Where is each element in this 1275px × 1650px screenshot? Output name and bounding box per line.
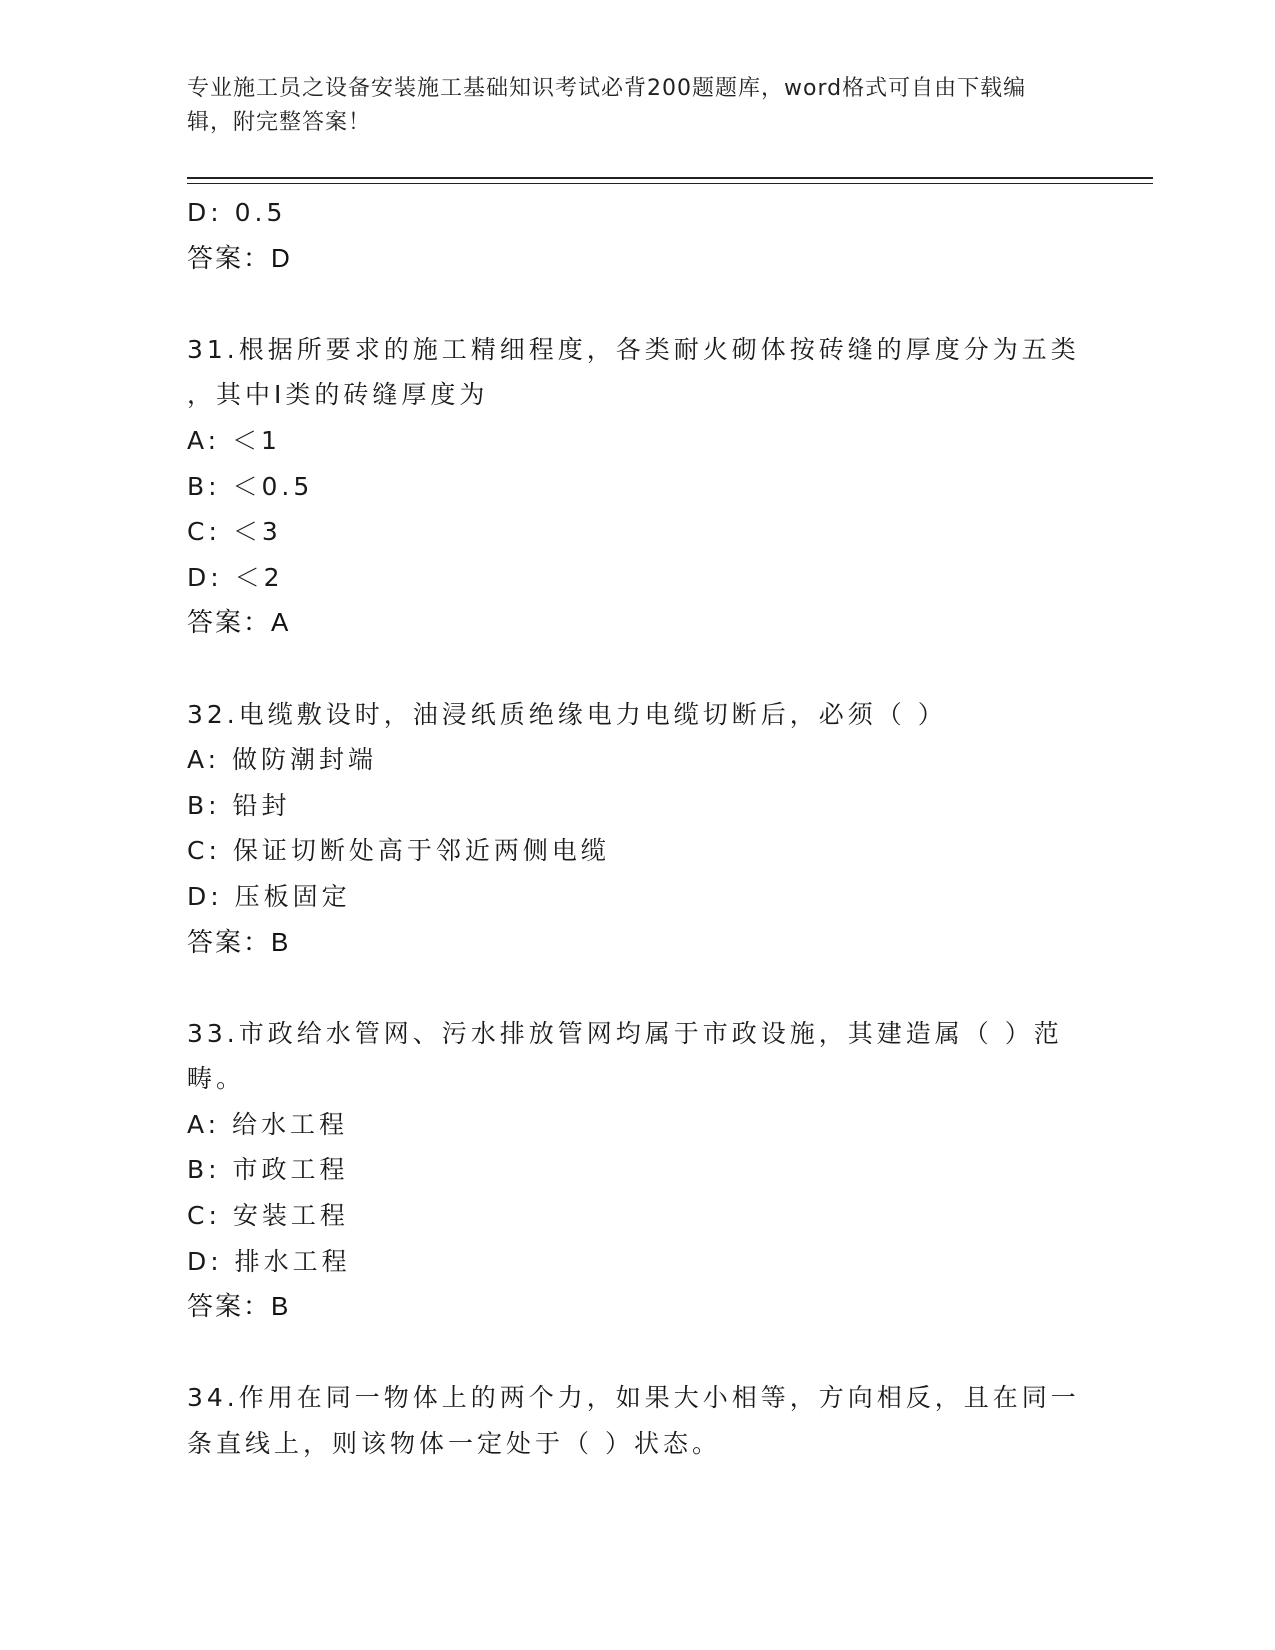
page-header: 专业施工员之设备安装施工基础知识考试必背200题题库，word格式可自由下载编辑，附完整答案！ [187, 76, 1027, 135]
option-b: B: 市政工程 [187, 1155, 349, 1185]
option-a: A: ＜1 [187, 425, 281, 455]
question-stem-cont: 畴。 [187, 1064, 246, 1094]
option-b: B: ＜0.5 [187, 471, 314, 501]
option-a: A: 做防潮封端 [187, 745, 378, 775]
option-c: C: 安装工程 [187, 1201, 349, 1231]
header-rule-thick [187, 177, 1153, 179]
question-31 [187, 327, 1087, 646]
question-stem-cont: 条直线上，则该物体一定处于（ ）状态。 [187, 1429, 721, 1459]
option-d: D: 0.5 [187, 198, 287, 227]
option-d: D: ＜2 [187, 562, 284, 592]
option-b: B: 铅封 [187, 790, 291, 820]
answer-line: 答案：B [187, 926, 291, 957]
option-c: C: 保证切断处高于邻近两侧电缆 [187, 836, 610, 866]
spacer [187, 1330, 1087, 1376]
question-34 [187, 1375, 1087, 1466]
answer-line: 答案：D [187, 242, 292, 273]
header-rule-thin [187, 183, 1153, 184]
question-stem: 34.作用在同一物体上的两个力，如果大小相等，方向相反，且在同一 [187, 1383, 1080, 1413]
question-33 [187, 1011, 1087, 1330]
spacer [187, 965, 1087, 1011]
answer-line: 答案：A [187, 607, 291, 638]
answer-line: 答案：B [187, 1291, 291, 1322]
spacer [187, 646, 1087, 692]
option-c: C: ＜3 [187, 517, 282, 547]
question-32 [187, 692, 1087, 966]
question-stem: 31.根据所要求的施工精细程度，各类耐火砌体按砖缝的厚度分为五类 [187, 334, 1080, 364]
option-d: D: 压板固定 [187, 881, 351, 911]
spacer [187, 281, 1087, 327]
option-d: D: 排水工程 [187, 1246, 351, 1276]
option-a: A: 给水工程 [187, 1109, 349, 1139]
question-list [187, 190, 1087, 1467]
question-stem: 32.电缆敷设时，油浸纸质绝缘电力电缆切断后，必须（ ） [187, 699, 947, 729]
question-stem-cont: ，其中Ⅰ类的砖缝厚度为 [187, 380, 489, 410]
question-stem: 33.市政给水管网、污水排放管网均属于市政设施，其建造属（ ）范 [187, 1018, 1063, 1048]
